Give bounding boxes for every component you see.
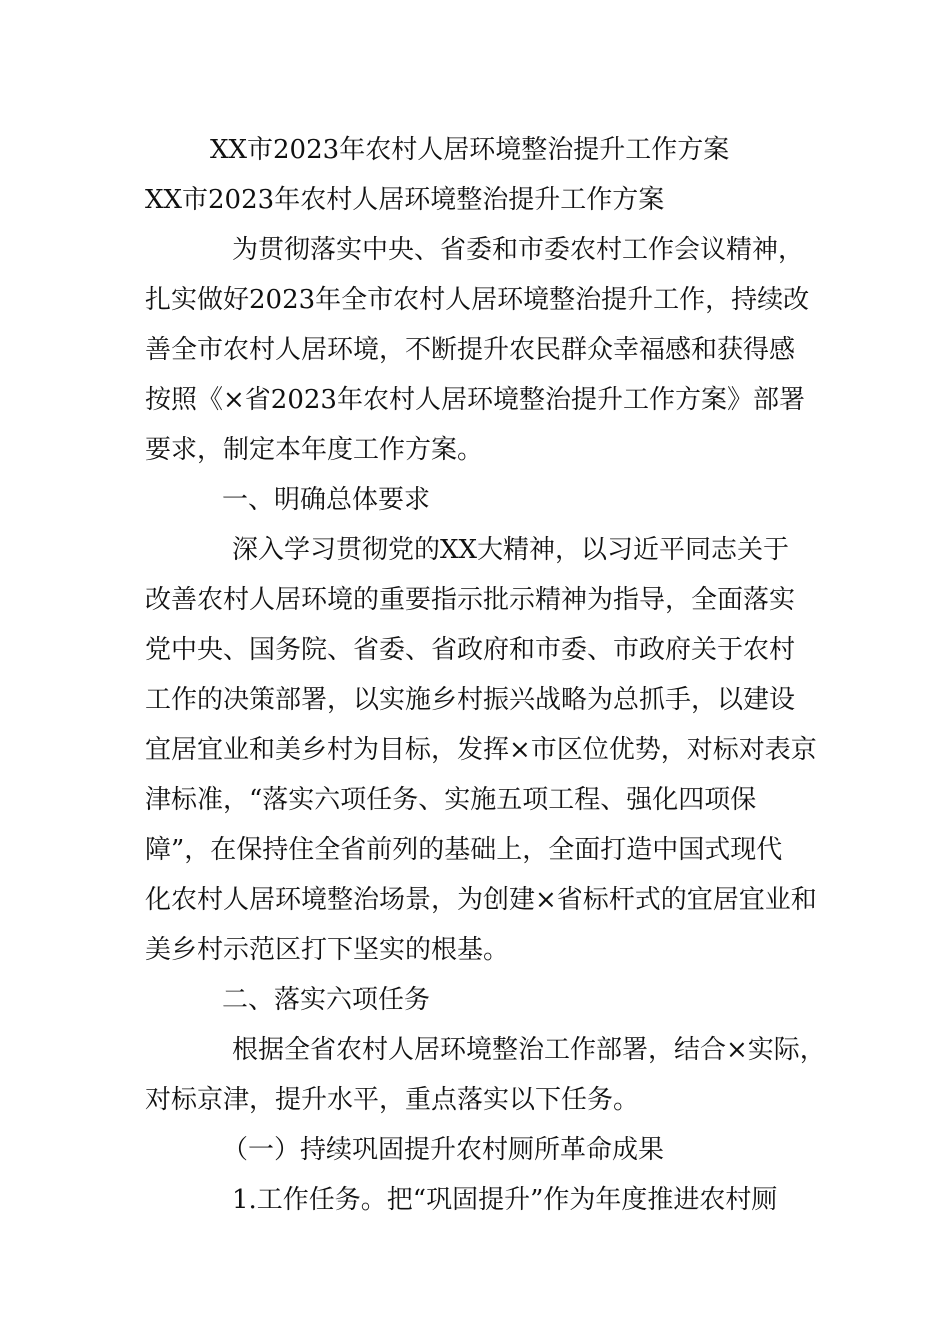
section-1-line: 津标准，“落实六项任务、实施五项工程、强化四项保 xyxy=(145,785,757,815)
document-subtitle: XX市2023年农村人居环境整治提升工作方案 xyxy=(145,185,665,215)
section-1-line: 障”，在保持住全省前列的基础上，全面打造中国式现代 xyxy=(145,835,783,865)
section-1-line: 化农村人居环境整治场景，为创建×省标杆式的宜居宜业和 xyxy=(145,885,817,915)
intro-line: 扎实做好2023年全市农村人居环境整治提升工作，持续改 xyxy=(145,285,810,315)
item-1-line: 1.工作任务。把“巩固提升”作为年度推进农村厕 xyxy=(232,1185,778,1215)
intro-line: 善全市农村人居环境，不断提升农民群众幸福感和获得感 xyxy=(145,335,796,365)
section-1-line: 美乡村示范区打下坚实的根基。 xyxy=(145,935,510,965)
section-1-line: 工作的决策部署，以实施乡村振兴战略为总抓手，以建设 xyxy=(145,685,796,715)
intro-line: 为贯彻落实中央、省委和市委农村工作会议精神， xyxy=(232,235,805,265)
intro-line: 按照《×省2023年农村人居环境整治提升工作方案》部署 xyxy=(145,385,805,415)
section-1-heading: 一、明确总体要求 xyxy=(222,485,431,515)
section-1-line: 党中央、国务院、省委、省政府和市委、市政府关于农村 xyxy=(145,635,796,665)
intro-line: 要求，制定本年度工作方案。 xyxy=(145,435,484,465)
section-1-line: 改善农村人居环境的重要指示批示精神为指导，全面落实 xyxy=(145,585,796,615)
subsection-1-heading: （一）持续巩固提升农村厕所革命成果 xyxy=(222,1135,665,1165)
section-2-line: 根据全省农村人居环境整治工作部署，结合×实际， xyxy=(232,1035,826,1065)
section-2-line: 对标京津，提升水平，重点落实以下任务。 xyxy=(145,1085,640,1115)
section-1-line: 宜居宜业和美乡村为目标，发挥×市区位优势，对标对表京 xyxy=(145,735,817,765)
document-title: XX市2023年农村人居环境整治提升工作方案 xyxy=(210,135,730,165)
section-2-heading: 二、落实六项任务 xyxy=(222,985,431,1015)
section-1-line: 深入学习贯彻党的XX大精神，以习近平同志关于 xyxy=(232,535,790,565)
